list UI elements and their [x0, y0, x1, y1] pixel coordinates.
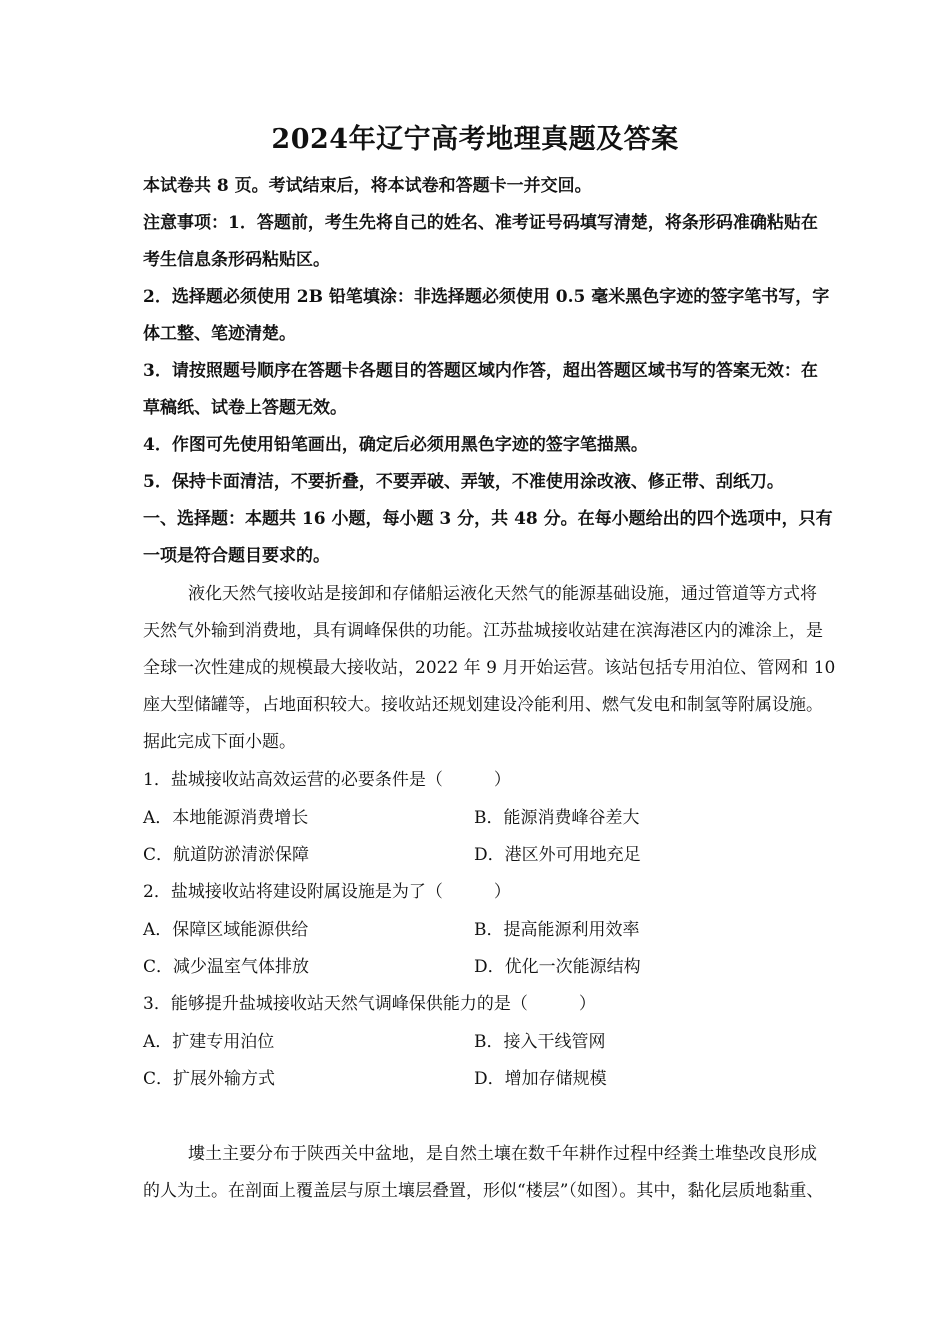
passage-1-line: 座大型储罐等，占地面积较大。接收站还规划建设冷能利用、燃气发电和制氢等附属设施。 [143, 695, 823, 715]
instructions-note-5: 5．保持卡面清洁，不要折叠，不要弄破、弄皱，不准使用涂改液、修正带、刮纸刀。 [143, 472, 784, 492]
question-1-option-a: A．本地能源消费增长 [143, 808, 309, 828]
question-2-option-a: A．保障区域能源供给 [143, 920, 309, 940]
passage-2-line: 塿土主要分布于陕西关中盆地，是自然土壤在数千年耕作过程中经粪土堆垫改良形成 [188, 1144, 817, 1164]
passage-1-line: 天然气外输到消费地，具有调峰保供的功能。江苏盐城接收站建在滨海港区内的滩涂上，是 [143, 621, 823, 641]
passage-1-line: 据此完成下面小题。 [143, 732, 296, 752]
question-1-option-d: D．港区外可用地充足 [474, 845, 641, 865]
question-3-option-b: B．接入干线管网 [474, 1032, 606, 1052]
instructions-note-3: 3．请按照题号顺序在答题卡各题目的答题区域内作答，超出答题区域书写的答案无效：在 [143, 361, 818, 381]
question-1-stem: 1．盐城接收站高效运营的必要条件是（ ） [143, 770, 511, 790]
question-1-option-b: B．能源消费峰谷差大 [474, 808, 640, 828]
instructions-note-4: 4．作图可先使用铅笔画出，确定后必须用黑色字迹的签字笔描黑。 [143, 435, 648, 455]
question-2-option-b: B．提高能源利用效率 [474, 920, 640, 940]
page-title: 2024年辽宁高考地理真题及答案 [271, 124, 679, 155]
question-2-stem: 2．盐城接收站将建设附属设施是为了（ ） [143, 882, 511, 902]
question-2-option-c: C．减少温室气体排放 [143, 957, 310, 977]
instructions-note-2-cont: 体工整、笔迹清楚。 [143, 324, 296, 344]
passage-2-line: 的人为土。在剖面上覆盖层与原土壤层叠置，形似“楼层”（如图）。其中，黏化层质地黏重、 [143, 1181, 824, 1201]
passage-1-line: 全球一次性建成的规模最大接收站，2022 年 9 月开始运营。该站包括专用泊位、管网和 10 [143, 658, 836, 678]
passage-1-line: 液化天然气接收站是接卸和存储船运液化天然气的能源基础设施，通过管道等方式将 [188, 584, 817, 604]
instructions-note-2: 2．选择题必须使用 2B 铅笔填涂：非选择题必须使用 0.5 毫米黑色字迹的签字笔书写，字 [143, 287, 830, 307]
question-1-option-c: C．航道防淤清淤保障 [143, 845, 310, 865]
instructions-note-1: 注意事项：1．答题前，考生先将自己的姓名、准考证号码填写清楚，将条形码准确粘贴在 [143, 213, 818, 233]
question-3-stem: 3．能够提升盐城接收站天然气调峰保供能力的是（ ） [143, 994, 596, 1014]
instructions-note-3-cont: 草稿纸、试卷上答题无效。 [143, 398, 347, 418]
question-2-option-d: D．优化一次能源结构 [474, 957, 641, 977]
question-3-option-d: D．增加存储规模 [474, 1069, 607, 1089]
question-3-option-a: A．扩建专用泊位 [143, 1032, 275, 1052]
section-heading: 一、选择题：本题共 16 小题，每小题 3 分，共 48 分。在每小题给出的四个选项中，只有 [143, 509, 833, 529]
question-3-option-c: C．扩展外输方式 [143, 1069, 276, 1089]
instructions-intro: 本试卷共 8 页。考试结束后，将本试卷和答题卡一并交回。 [143, 176, 592, 196]
instructions-note-1-cont: 考生信息条形码粘贴区。 [143, 250, 330, 270]
section-heading-cont: 一项是符合题目要求的。 [143, 546, 330, 566]
